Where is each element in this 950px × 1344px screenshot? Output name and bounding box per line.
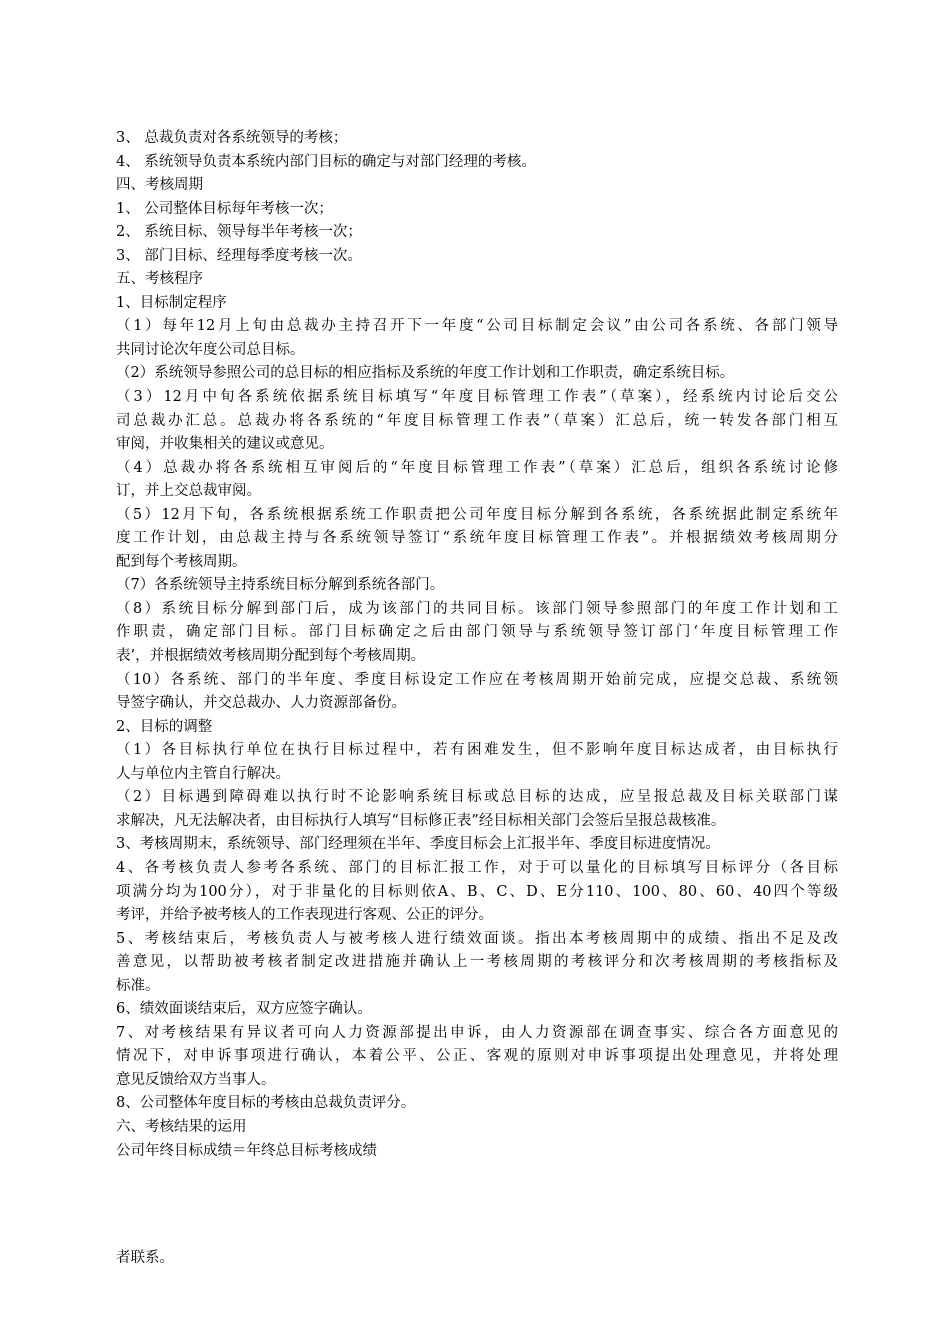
text-line: 8、公司整体年度目标的考核由总裁负责评分。 — [116, 1095, 416, 1112]
text-line: 作职责，确定部门目标。部门目标确定之后由部门领导与系统领导签订部门‘年度目标管理工作 — [116, 624, 838, 641]
text-line: 情况下，对申诉事项进行确认，本着公平、公正、客观的原则对申诉事项提出处理意见，并将处理 — [116, 1048, 838, 1065]
text-line: 7、对考核结果有异议者可向人力资源部提出申诉，由人力资源部在调查事实、综合各方面意见的 — [116, 1024, 838, 1041]
text-line: （7）各系统领导主持系统目标分解到系统各部门。 — [116, 577, 445, 594]
text-line: 度工作计划，由总裁主持与各系统领导签订“系统年度目标管理工作表”。并根据绩效考核周期分 — [116, 530, 838, 547]
text-line: 人与单位内主管自行解决。 — [116, 765, 290, 782]
text-line: 配到每个考核周期。 — [116, 553, 247, 570]
text-line: 意见反馈给双方当事人。 — [116, 1071, 276, 1088]
text-line: （1）各目标执行单位在执行目标过程中，若有困难发生，但不影响年度目标达成者，由目标执行 — [116, 742, 838, 759]
text-line: 五、考核程序 — [116, 271, 203, 288]
text-line: 2、目标的调整 — [116, 718, 213, 735]
text-line: 公司年终目标成绩＝年终总目标考核成绩 — [116, 1142, 377, 1159]
text-line: 善意见，以帮助被考核者制定改进措施并确认上一考核周期的考核评分和次考核周期的考核指标及 — [116, 954, 838, 971]
text-line: （10）各系统、部门的半年度、季度目标设定工作应在考核周期开始前完成，应提交总裁、系统领 — [116, 671, 838, 688]
text-line: 3、 总裁负责对各系统领导的考核； — [116, 130, 348, 146]
text-line: 1、 公司整体目标每年考核一次； — [116, 200, 333, 217]
text-line: （8）系统目标分解到部门后，成为该部门的共同目标。该部门领导参照部门的年度工作计划和工 — [116, 600, 838, 617]
text-line: 3、 部门目标、经理每季度考核一次。 — [116, 247, 362, 264]
text-line: 1、目标制定程序 — [116, 294, 227, 311]
text-line: 订，并上交总裁审阅。 — [116, 483, 261, 500]
document-body — [116, 127, 838, 1163]
text-line: （2）目标遇到障碍难以执行时不论影响系统目标或总目标的达成，应呈报总裁及目标关联部门谋 — [116, 789, 838, 806]
text-line: 5、考核结束后，考核负责人与被考核人进行绩效面谈。指出本考核周期中的成绩、指出不足及改 — [116, 930, 838, 947]
text-line: 四、考核周期 — [116, 177, 203, 194]
text-line: （3）12月中旬各系统依据系统目标填写“年度目标管理工作表”（草案），经系统内讨论后交公 — [116, 389, 838, 406]
text-line: 六、考核结果的运用 — [116, 1118, 247, 1135]
text-line: 共同讨论次年度公司总目标。 — [116, 341, 305, 358]
trailing-text: 者联系。 — [116, 1250, 174, 1266]
text-line: 6、绩效面谈结束后，双方应签字确认。 — [116, 1001, 372, 1018]
text-line: 求解决，凡无法解决者，由目标执行人填写“目标修正表”经目标相关部门会签后呈报总裁核准。 — [116, 812, 726, 829]
text-line: 审阅，并收集相关的建议或意见。 — [116, 436, 334, 453]
text-line: （1）每年12月上旬由总裁办主持召开下一年度“公司目标制定会议”由公司各系统、各部门领导 — [116, 318, 838, 335]
text-line: （4）总裁办将各系统相互审阅后的“年度目标管理工作表”（草案）汇总后，组织各系统讨论修 — [116, 459, 838, 476]
text-line: 考评，并给予被考核人的工作表现进行客观、公正的评分。 — [116, 907, 493, 924]
text-line: 4、 系统领导负责本系统内部门目标的确定与对部门经理的考核。 — [116, 153, 536, 170]
text-line: （5）12月下旬，各系统根据系统工作职责把公司年度目标分解到各系统，各系统据此制定系统年 — [116, 506, 838, 523]
text-line: 标准。 — [116, 977, 160, 994]
text-line: 司总裁办汇总。总裁办将各系统的“年度目标管理工作表”（草案）汇总后，统一转发各部门相互 — [116, 412, 838, 429]
text-line: 3、考核周期末，系统领导、部门经理须在半年、季度目标会上汇报半年、季度目标进度情况。 — [116, 836, 720, 853]
text-line: 导签字确认，并交总裁办、人力资源部备份。 — [116, 695, 406, 712]
text-line: （2）系统领导参照公司的总目标的相应指标及系统的年度工作计划和工作职责，确定系统目标。 — [116, 365, 735, 382]
text-line: 表’，并根据绩效考核周期分配到每个考核周期。 — [116, 648, 426, 665]
text-line: 4、各考核负责人参考各系统、部门的目标汇报工作，对于可以量化的目标填写目标评分（各目标 — [116, 859, 838, 876]
text-line: 项满分均为100分），对于非量化的目标则依A、B、C、D、E分110、100、80、60、40四个等级 — [116, 883, 838, 900]
text-line: 2、 系统目标、领导每半年考核一次； — [116, 224, 362, 241]
